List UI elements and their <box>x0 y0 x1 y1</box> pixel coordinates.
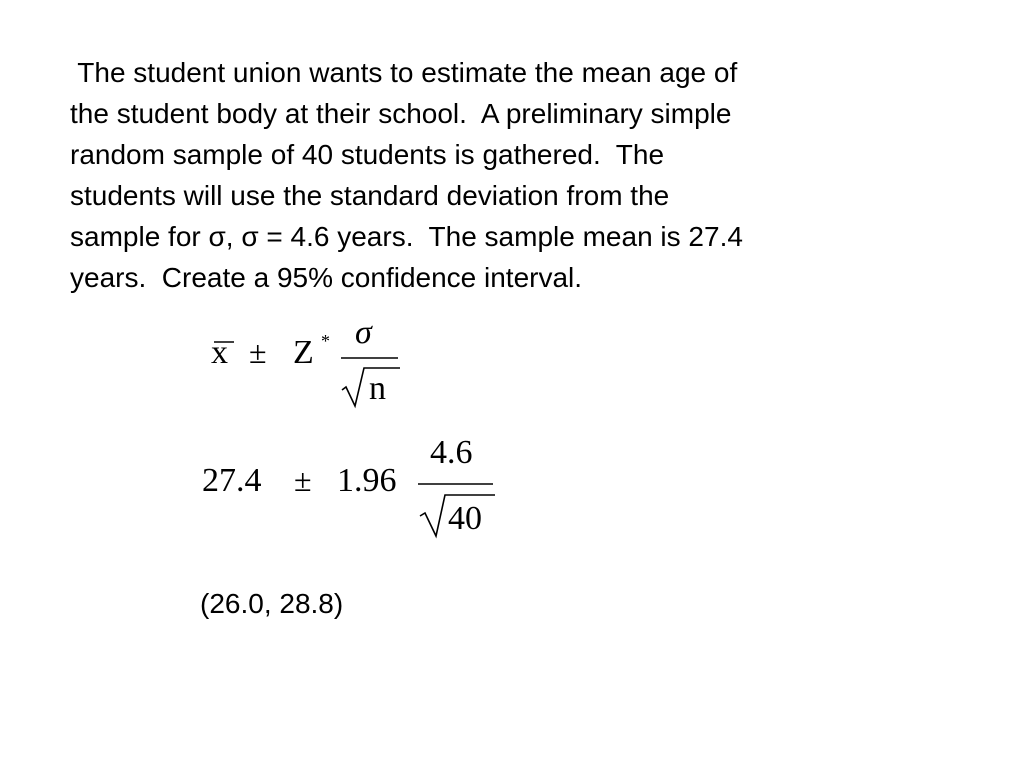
problem-line: years. Create a 95% confidence interval. <box>70 262 583 293</box>
plus-minus-sign: ± <box>294 462 312 498</box>
sample-mean-symbol: x <box>211 334 228 371</box>
z-star-superscript: * <box>321 331 330 351</box>
problem-line: students will use the standard deviation from the <box>70 180 670 211</box>
sample-mean-value: 27.4 <box>202 462 262 499</box>
problem-statement <box>70 52 930 298</box>
n-symbol: n <box>369 370 386 407</box>
plus-minus-sign: ± <box>249 334 267 370</box>
confidence-interval-result: (26.0, 28.8) <box>200 588 344 619</box>
problem-line: The student union wants to estimate the mean age of <box>70 57 738 88</box>
confidence-interval-formula <box>205 310 405 410</box>
critical-value: 1.96 <box>337 462 397 499</box>
sigma-symbol: σ <box>355 314 372 351</box>
z-star-symbol: Z <box>293 334 314 371</box>
problem-line: the student body at their school. A preliminary simple <box>70 98 732 129</box>
std-dev-value: 4.6 <box>430 434 473 471</box>
problem-line: sample for σ, σ = 4.6 years. The sample mean is 27.4 <box>70 221 743 252</box>
substituted-formula <box>200 432 500 540</box>
sample-size-value: 40 <box>448 500 482 537</box>
problem-line: random sample of 40 students is gathered. The <box>70 139 665 170</box>
